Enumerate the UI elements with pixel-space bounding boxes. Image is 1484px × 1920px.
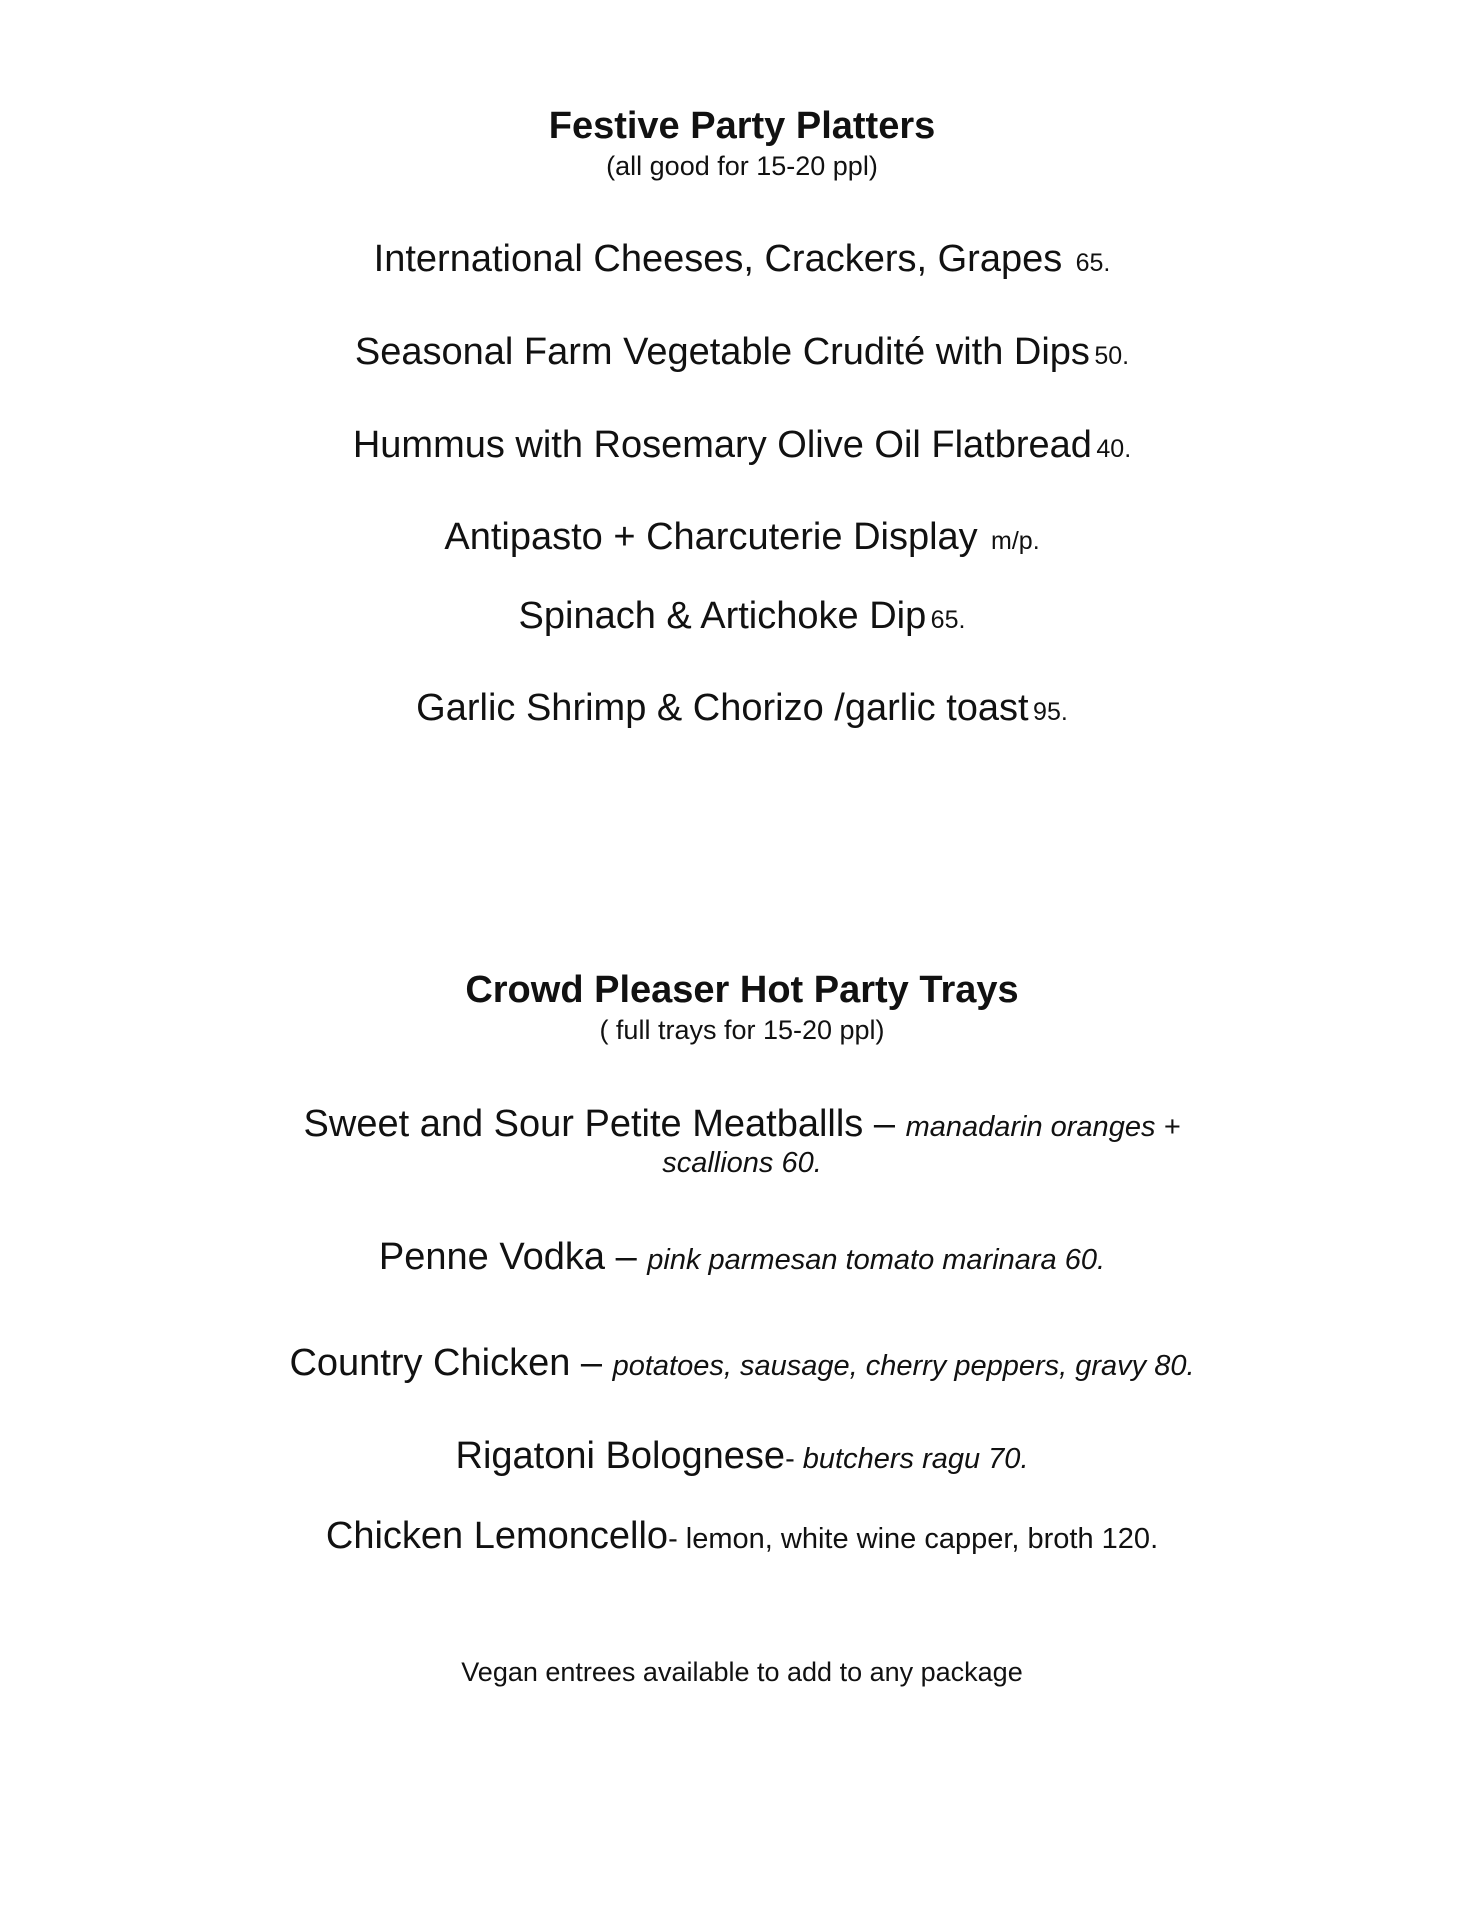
menu-item-name: Rigatoni Bolognese <box>455 1435 786 1477</box>
menu-item <box>0 1341 1484 1387</box>
menu-item-price: 40. <box>1096 435 1132 463</box>
section-subtitle-hot-trays: ( full trays for 15-20 ppl) <box>599 1015 885 1045</box>
menu-item-description: pink parmesan tomato marinara 60. <box>647 1244 1106 1276</box>
menu-item-name: Country Chicken <box>289 1342 571 1384</box>
menu-item <box>0 594 1484 640</box>
menu-item-name: Spinach & Artichoke Dip <box>518 595 927 637</box>
menu-item-name: Sweet and Sour Petite Meatballls <box>303 1103 864 1145</box>
menu-item-separator: – <box>570 1342 613 1384</box>
menu-item-description: potatoes, sausage, cherry peppers, gravy 80. <box>612 1350 1195 1382</box>
menu-item-name: Seasonal Farm Vegetable Crudité with Dips <box>354 331 1090 373</box>
menu-item-description: butchers ragu 70. <box>802 1443 1029 1475</box>
menu-item-separator: - <box>668 1523 686 1555</box>
menu-item-separator: - <box>785 1443 803 1475</box>
footer-note: Vegan entrees available to add to any package <box>461 1657 1023 1687</box>
menu-item-price: 95. <box>1033 698 1068 726</box>
menu-item-name: Antipasto + Charcuterie Display <box>444 516 978 558</box>
menu-item <box>0 1514 1484 1560</box>
menu-item <box>0 1434 1484 1480</box>
menu-item <box>0 423 1484 469</box>
menu-item-name: Chicken Lemoncello <box>325 1515 669 1557</box>
menu-item-description: manadarin oranges + <box>905 1111 1181 1143</box>
menu-item-price: 50. <box>1094 342 1130 370</box>
menu-item <box>0 1235 1484 1281</box>
menu-item <box>0 237 1484 283</box>
menu-item-separator: – <box>605 1236 648 1278</box>
menu-item-separator: – <box>863 1103 906 1145</box>
menu-item <box>0 1102 1484 1148</box>
menu-item <box>0 686 1484 732</box>
menu-item-description-continued: scallions 60. <box>662 1147 822 1179</box>
section-title-platters: Festive Party Platters <box>548 105 936 147</box>
section-title-hot-trays: Crowd Pleaser Hot Party Trays <box>465 969 1019 1011</box>
menu-item-price: m/p. <box>991 527 1040 555</box>
menu-item-name: Hummus with Rosemary Olive Oil Flatbread <box>352 424 1092 466</box>
menu-item-name: International Cheeses, Crackers, Grapes <box>373 238 1063 280</box>
menu-item-price: 65. <box>930 606 966 634</box>
section-subtitle-platters: (all good for 15-20 ppl) <box>606 151 878 181</box>
menu-item-price: 65. <box>1075 249 1111 277</box>
menu-item-name: Garlic Shrimp & Chorizo /garlic toast <box>416 687 1029 729</box>
menu-item-name: Penne Vodka <box>378 1236 606 1278</box>
menu-item <box>0 330 1484 376</box>
menu-item <box>0 515 1484 561</box>
menu-item-description: lemon, white wine capper, broth 120. <box>685 1523 1159 1555</box>
